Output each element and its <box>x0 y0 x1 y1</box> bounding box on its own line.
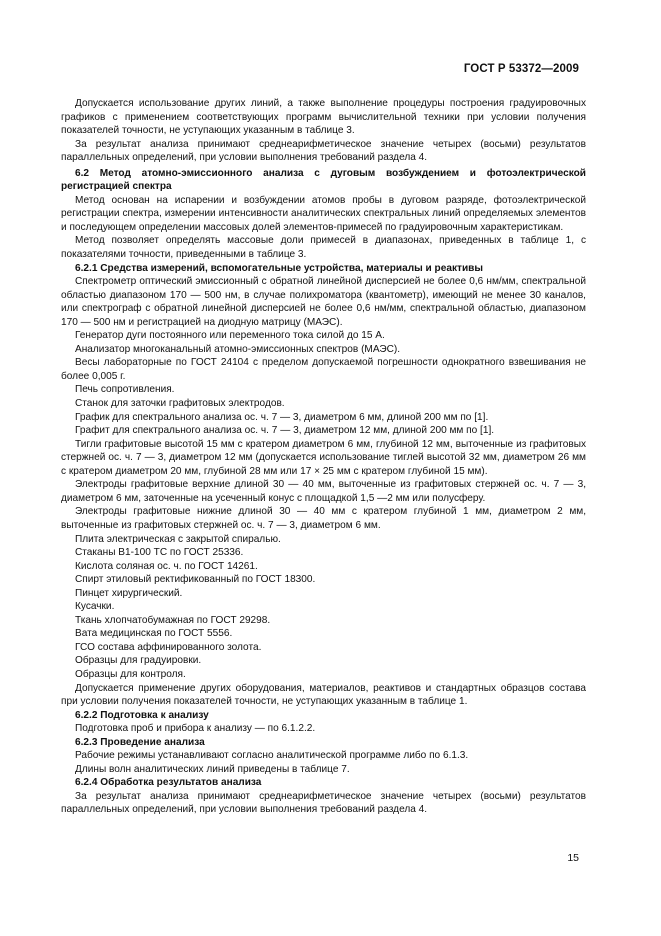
section-heading: 6.2 Метод атомно-эмиссионного анализа с дуговым возбуждением и фотоэлектрической регистрацией спектра <box>61 167 586 193</box>
document-header: ГОСТ Р 53372—2009 <box>463 63 579 75</box>
paragraph: Рабочие режимы устанавливают согласно аналитической программе либо по 6.1.3. <box>75 750 469 762</box>
paragraph: Спирт этиловый ректификованный по ГОСТ 18300. <box>75 574 316 586</box>
paragraph: Образцы для градуировки. <box>75 655 202 667</box>
paragraph: Тигли графитовые высотой 15 мм с кратером диаметром 6 мм, глубиной 12 мм, выточенные из графитовых стержней ос. ч. 7 — 3, диаметром 12 мм (допускается использование тиглей высотой 32 мм, диаметром 26 мм с кратером диаметром 20 мм, глубиной 28 мм или 17 × 25 мм с кратером глубиной 15 мм). <box>61 438 586 477</box>
subsection-heading: 6.2.4 Обработка результатов анализа <box>75 777 262 789</box>
paragraph: Образцы для контроля. <box>75 668 186 680</box>
paragraph: Спектрометр оптический эмиссионный с обратной линейной дисперсией не более 0,6 нм/мм, спектральной областью диапазоном 170 — 500 нм, в случае полихроматора (квантометр), имеющий не менее 30 каналов, или спектрограф с обратной линейной дисперсией не более 0,6 нм/мм, спектральной областью, диапазоном 170 — 500 нм и регистрацией на диодную матрицу (МАЭС). <box>61 276 586 328</box>
paragraph: Анализатор многоканальный атомно-эмиссионных спектров (МАЭС). <box>75 343 401 355</box>
paragraph: Метод основан на испарении и возбуждении атомов пробы в дуговом разряде, фотоэлектрической регистрации спектра, измерении интенсивности аналитических спектральных линий определяемых элементов и последующем определении массовых долей элементов-примесей по градуировочным характеристикам. <box>61 194 586 233</box>
paragraph: Кислота соляная ос. ч. по ГОСТ 14261. <box>75 560 258 572</box>
paragraph: Допускается использование других линий, а также выполнение процедуры построения градуировочных графиков с применением соответствующих программ вычислительной техники при условии получения показателей точности, не уступающих указанным в таблице 3. <box>61 98 586 137</box>
paragraph: Кусачки. <box>75 601 115 613</box>
paragraph: Подготовка проб и прибора к анализу — по 6.1.2.2. <box>75 723 316 735</box>
paragraph: Стаканы В1-100 ТС по ГОСТ 25336. <box>75 547 244 559</box>
paragraph: Плита электрическая с закрытой спиралью. <box>75 533 281 545</box>
subsection-heading: 6.2.1 Средства измерений, вспомогательные устройства, материалы и реактивы <box>75 262 483 274</box>
paragraph: Ткань хлопчатобумажная по ГОСТ 29298. <box>75 614 271 626</box>
paragraph: Графит для спектрального анализа ос. ч. 7 — 3, диаметром 12 мм, длиной 200 мм по [1]. <box>75 425 495 437</box>
page-number: 15 <box>567 852 579 864</box>
paragraph: Длины волн аналитических линий приведены в таблице 7. <box>75 763 350 775</box>
paragraph: За результат анализа принимают среднеарифметическое значение четырех (восьми) результатов параллельных определений, при условии выполнения требований раздела 4. <box>61 138 586 164</box>
paragraph: Станок для заточки графитовых электродов. <box>75 398 285 410</box>
document-body <box>61 97 586 817</box>
paragraph: Вата медицинская по ГОСТ 5556. <box>75 628 233 640</box>
paragraph: График для спектрального анализа ос. ч. 7 — 3, диаметром 6 мм, длиной 200 мм по [1]. <box>75 411 489 423</box>
paragraph: Электроды графитовые нижние длиной 30 — 40 мм с кратером глубиной 1 мм, диаметром 2 мм, выточенные из графитовых стержней ос. ч. 7 — 3, диаметром 6 мм. <box>61 506 586 531</box>
paragraph: Пинцет хирургический. <box>75 587 183 599</box>
subsection-heading: 6.2.2 Подготовка к анализу <box>75 709 209 721</box>
paragraph: Электроды графитовые верхние длиной 30 — 40 мм, выточенные из графитовых стержней ос. ч. 7 — 3, диаметром 6 мм, заточенные на усеченный конус с площадкой 1,5 —2 мм или полусферу. <box>61 479 586 504</box>
paragraph: Метод позволяет определять массовые доли примесей в диапазонах, приведенных в таблице 1, с показателями точности, приведенными в таблице 3. <box>61 235 586 261</box>
subsection-heading: 6.2.3 Проведение анализа <box>75 736 205 748</box>
paragraph: Весы лабораторные по ГОСТ 24104 с пределом допускаемой погрешности однократного взвешивания не более 0,005 г. <box>61 357 586 382</box>
paragraph: Генератор дуги постоянного или переменного тока силой до 15 А. <box>75 330 385 342</box>
paragraph: Печь сопротивления. <box>75 384 175 396</box>
paragraph: Допускается применение других оборудования, материалов, реактивов и стандартных образцов состава при условии получения показателей точности, не уступающих указанным в таблице 1. <box>61 682 586 708</box>
paragraph: За результат анализа принимают среднеарифметическое значение четырех (восьми) результатов параллельных определений, при условии выполнения требований раздела 4. <box>61 790 586 816</box>
paragraph: ГСО состава аффинированного золота. <box>75 641 262 653</box>
